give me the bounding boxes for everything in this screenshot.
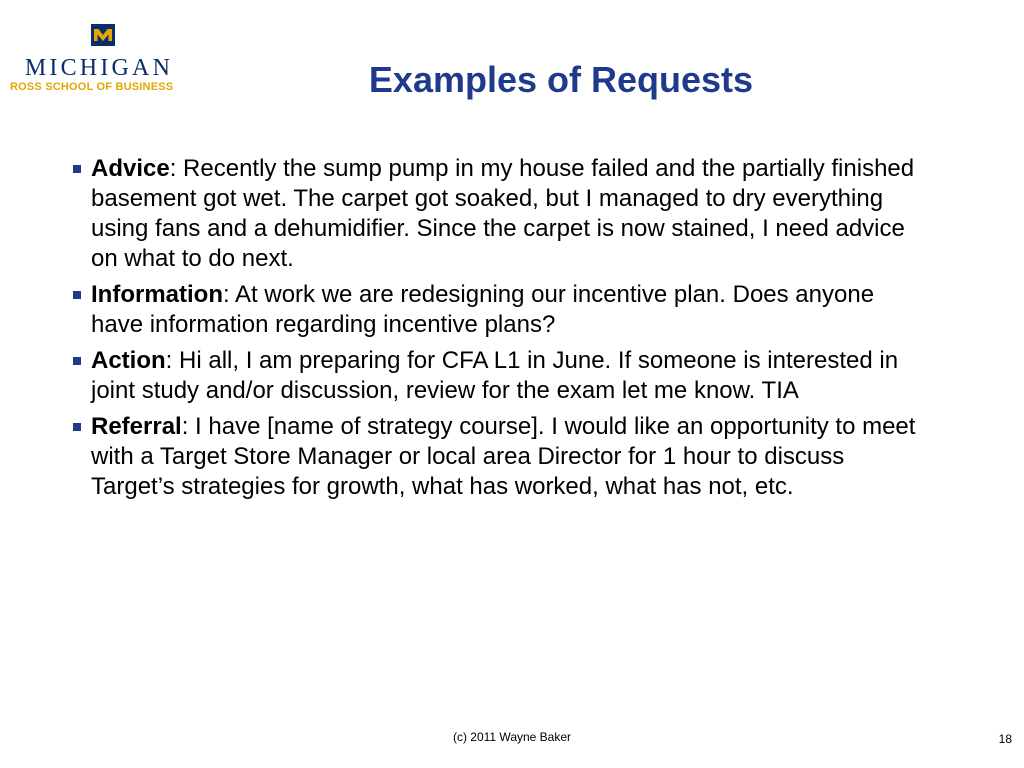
bullet-item-referral xyxy=(72,412,932,502)
slide-title: Examples of Requests xyxy=(368,59,754,100)
bullet-item-action xyxy=(72,346,932,406)
page-number: 18 xyxy=(998,732,1012,746)
square-bullet-icon xyxy=(73,291,81,299)
bullet-term: Advice xyxy=(91,155,170,182)
bullet-text: : I have [name of strategy course]. I would like an opportunity to meet with a Target Store Manager or local area Director for 1 hour to discuss Target’s strategies for growth, what has worked, what has not, etc. xyxy=(91,413,916,500)
square-bullet-icon xyxy=(73,165,81,173)
bullet-text: : Hi all, I am preparing for CFA L1 in June. If someone is interested in joint study and/or discussion, review for the exam let me know. TIA xyxy=(91,347,899,404)
logo-wordmark: MICHIGAN xyxy=(24,55,174,81)
bullet-list xyxy=(72,154,932,508)
bullet-item-advice xyxy=(72,154,932,274)
footer-copyright: (c) 2011 Wayne Baker xyxy=(452,730,572,744)
michigan-ross-logo xyxy=(8,24,190,96)
bullet-item-information xyxy=(72,280,932,340)
square-bullet-icon xyxy=(73,357,81,365)
square-bullet-icon xyxy=(73,423,81,431)
bullet-term: Action xyxy=(91,347,166,374)
bullet-text: : At work we are redesigning our incentive plan. Does anyone have information regarding incentive plans? xyxy=(91,281,875,338)
bullet-text: : Recently the sump pump in my house failed and the partially finished basement got wet. The carpet got soaked, but I managed to dry everything using fans and a dehumidifier. Since the carpet is now stained, I need advice on what to do next. xyxy=(91,155,915,272)
logo-subtitle: ROSS SCHOOL OF BUSINESS xyxy=(10,81,174,93)
block-m-icon xyxy=(91,24,115,46)
bullet-term: Referral xyxy=(91,413,182,440)
bullet-term: Information xyxy=(91,281,223,308)
